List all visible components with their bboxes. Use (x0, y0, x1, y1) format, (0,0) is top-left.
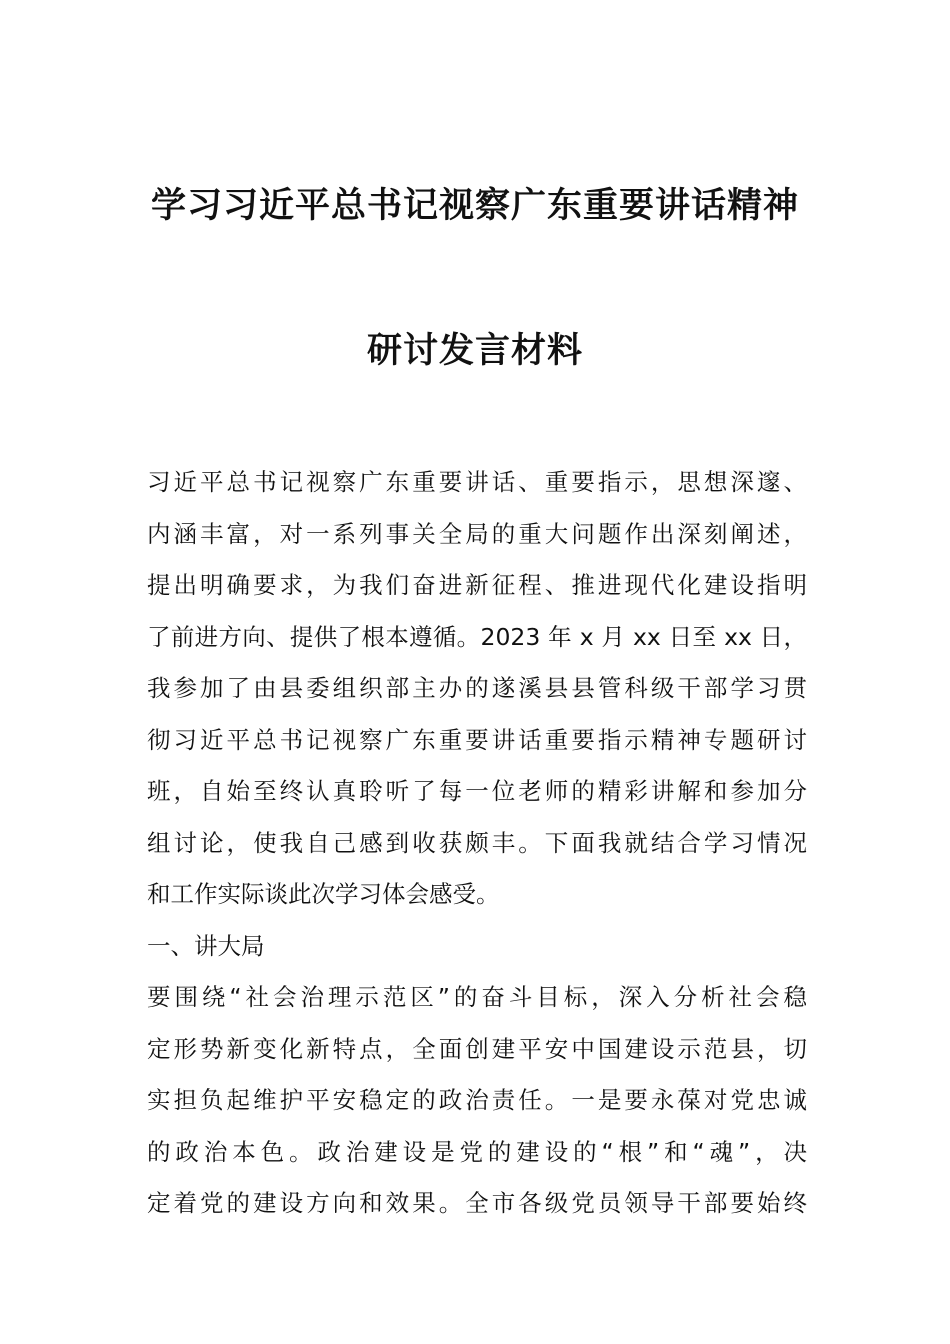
document-title-line-2: 研讨发言材料 (366, 331, 583, 371)
body-line-8: 组讨论，使我自己感到收获颇丰。下面我就结合学习情况 (147, 828, 807, 857)
body-line-9: 和工作实际谈此次学习体会感受。 (147, 880, 500, 908)
body-line-3: 提出明确要求，为我们奋进新征程、推进现代化建设指明 (147, 571, 807, 599)
document-body (147, 457, 807, 1230)
body-line-6: 彻习近平总书记视察广东重要讲话重要指示精神专题研讨 (147, 725, 807, 754)
body-line-11: 要围绕“社会治理示范区”的奋斗目标，深入分析社会稳 (147, 983, 807, 1011)
body-line-1: 习近平总书记视察广东重要讲话、重要指示，思想深邃、 (147, 468, 807, 496)
body-line-5: 我参加了由县委组织部主办的遂溪县县管科级干部学习贯 (147, 674, 807, 702)
body-line-12: 定形势新变化新特点，全面创建平安中国建设示范县，切 (147, 1034, 807, 1063)
body-line-13: 实担负起维护平安稳定的政治责任。一是要永葆对党忠诚 (147, 1086, 807, 1114)
body-line-14: 的政治本色。政治建设是党的建设的“根”和“魂”，决 (147, 1137, 807, 1166)
body-line-2: 内涵丰富，对一系列事关全局的重大问题作出深刻阐述， (147, 519, 807, 548)
body-line-7: 班，自始至终认真聆听了每一位老师的精彩讲解和参加分 (147, 777, 807, 805)
document-title-line-1: 学习习近平总书记视察广东重要讲话精神 (150, 186, 799, 226)
body-line-4: 了前进方向、提供了根本遵循。2023 年 x 月 xx 日至 xx 日， (147, 622, 807, 651)
section-heading: 一、讲大局 (147, 931, 265, 960)
body-line-15: 定着党的建设方向和效果。全市各级党员领导干部要始终 (147, 1189, 807, 1217)
